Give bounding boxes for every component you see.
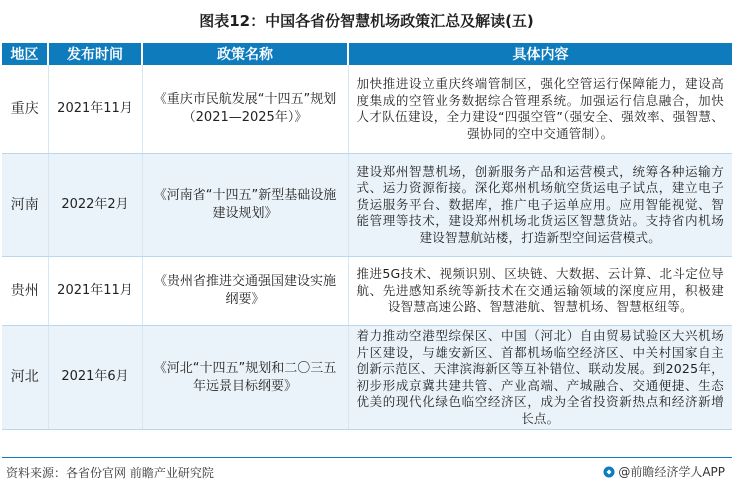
footer-divider bbox=[2, 457, 732, 458]
column-header-content: 具体内容 bbox=[348, 43, 732, 65]
content-cell: 建设郑州智慧机场，创新服务产品和运营模式，统筹各种运输方式、运力资源衔接。深化郑州机场航空货运电子试点，建立电子货运服务平台、数据库，推广电子运单应用。应用智能视觉、智能管理等技术，建设郑州机场北货运区智慧货站。支持省内机场建设智慧航站楼，打造新型空间运营模式。 bbox=[348, 154, 732, 257]
date-cell: 2021年11月 bbox=[48, 257, 142, 326]
content-cell: 推进5G技术、视频识别、区块链、大数据、云计算、北斗定位导航、先进感知系统等新技术在交通运输领域的深度应用，积极建设智慧高速公路、智慧港航、智慧机场、智慧枢纽等。 bbox=[348, 257, 732, 326]
policy-name-cell: 《重庆市民航发展“十四五”规划（2021—2025年）》 bbox=[142, 65, 348, 154]
column-header-policy: 政策名称 bbox=[142, 43, 348, 65]
policy-name-cell: 《贵州省推进交通强国建设实施纲要》 bbox=[142, 257, 348, 326]
policy-name-cell: 《河南省“十四五”新型基础设施建设规划》 bbox=[142, 154, 348, 257]
brand-text: @前瞻经济学人APP bbox=[618, 465, 725, 479]
table-row bbox=[2, 326, 732, 430]
chart-title: 图表12：中国各省份智慧机场政策汇总及解读(五) bbox=[199, 12, 534, 30]
column-header-region: 地区 bbox=[2, 43, 48, 65]
date-cell: 2022年2月 bbox=[48, 154, 142, 257]
region-cell: 重庆 bbox=[2, 65, 48, 154]
column-header-date: 发布时间 bbox=[48, 43, 142, 65]
table-row bbox=[2, 65, 732, 154]
region-cell: 河北 bbox=[2, 326, 48, 430]
policy-name-cell: 《河北“十四五”规划和二〇三五年远景目标纲要》 bbox=[142, 326, 348, 430]
date-cell: 2021年6月 bbox=[48, 326, 142, 430]
content-cell: 着力推动空港型综保区、中国（河北）自由贸易试验区大兴机场片区建设，与雄安新区、首都机场临空经济区、中关村国家自主创新示范区、天津滨海新区等互补错位、联动发展。到2025年，初步形成京冀共建共管、产业高端、产城融合、交通便捷、生态优美的现代化绿色临空经济区，成为全省投资新热点和经济新增长点。 bbox=[348, 326, 732, 430]
table-row bbox=[2, 154, 732, 257]
table-row bbox=[2, 257, 732, 326]
content-cell: 加快推进设立重庆终端管制区，强化空管运行保障能力，建设高度集成的空管业务数据综合管理系统。加强运行信息融合，加快人才队伍建设，全力建设“四强空管”（强安全、强效率、强智慧、强协同的空中交通管制）。 bbox=[348, 65, 732, 154]
date-cell: 2021年11月 bbox=[48, 65, 142, 154]
policy-table bbox=[2, 43, 732, 430]
region-cell: 河南 bbox=[2, 154, 48, 257]
brand-credit bbox=[603, 463, 725, 480]
region-cell: 贵州 bbox=[2, 257, 48, 326]
table-header-row bbox=[2, 43, 732, 65]
brand-logo-icon bbox=[603, 466, 615, 478]
source-note: 资料来源：各省份官网 前瞻产业研究院 bbox=[6, 466, 214, 480]
